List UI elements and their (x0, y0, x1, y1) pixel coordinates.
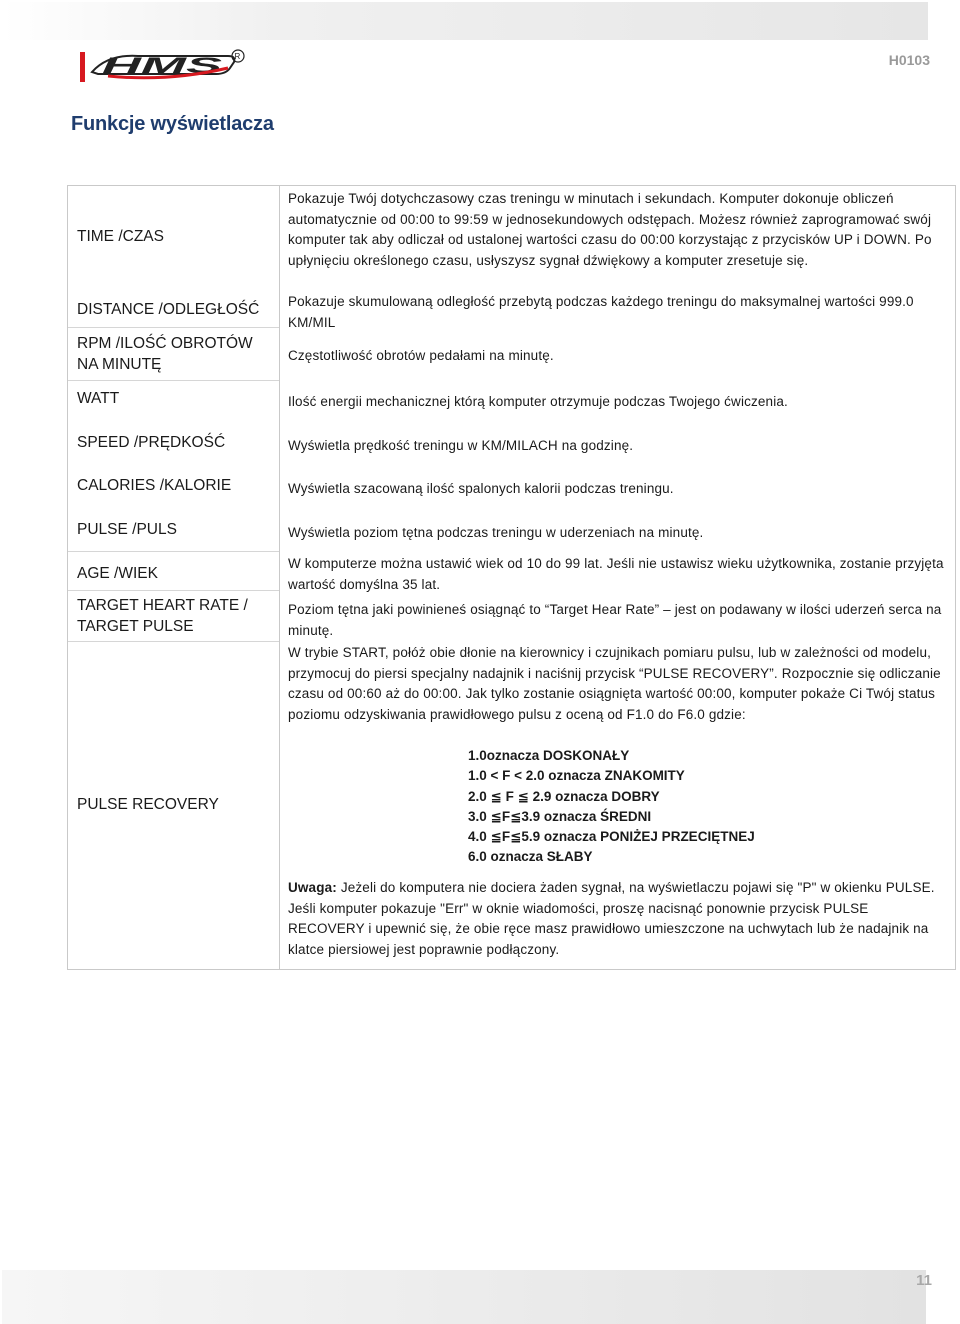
row-divider (68, 380, 279, 381)
label-pulse: PULSE /PULS (77, 521, 177, 538)
row-divider (68, 641, 279, 642)
desc-watt: Ilość energii mechanicznej którą komputer otrzymuje podczas Twojego ćwiczenia. (288, 394, 788, 409)
row-divider (68, 327, 279, 328)
scale-item: 4.0 ≦F≦5.9 oznacza PONIŻEJ PRZECIĘTNEJ (468, 829, 755, 845)
scale-item: 1.0 < F < 2.0 oznacza ZNAKOMITY (468, 768, 685, 784)
desc-target: Poziom tętna jaki powinieneś osiągnąć to “Target Hear Rate” – jest on podawany w ilości uderzeń serca na minutę. (288, 602, 942, 638)
desc-time: Pokazuje Twój dotychczasowy czas treningu w minutach i sekundach. Komputer dokonuje obliczeń automatycznie od 00:00 to 99:59 w jednosekundowych odstępach. Możesz również zaprogramować swój komputer tak aby odliczał od ustalonej wartości czasu do 00:00 korzystając z przycisków UP i DOWN. Po upłynięciu określonego czasu, usłyszysz sygnał dźwiękowy a komputer zresetuje się. (288, 191, 932, 268)
desc-distance: Pokazuje skumulowaną odległość przebytą podczas każdego treningu do maksymalnej wartości 999.0 KM/MIL (288, 294, 914, 330)
display-functions-table (67, 185, 956, 970)
scale-item: 6.0 oznacza SŁABY (468, 849, 593, 865)
note-label: Uwaga: (288, 880, 337, 895)
label-recovery: PULSE RECOVERY (77, 796, 219, 813)
svg-text:HMS: HMS (102, 53, 223, 78)
desc-recovery: W trybie START, połóż obie dłonie na kierownicy i czujnikach pomiaru pulsu, lub w zależności od modelu, przymocuj do piersi specjalny nadajnik i naciśnij przycisk “PULSE RECOVERY”. Rozpocznie się odliczanie czasu od 00:60 aż do 00:00. Jak tylko zostanie osiągnięta wartość 00:00, komputer pokaże Ci Twój status poziomu odzyskiwania prawidłowego pulsu z oceną od F1.0 do F6.0 gdzie: (288, 645, 941, 722)
row-divider (68, 590, 279, 591)
desc-pulse: Wyświetla poziom tętna podczas treningu w uderzeniach na minutę. (288, 525, 704, 540)
desc-rpm: Częstotliwość obrotów pedałami na minutę. (288, 348, 554, 363)
scale-item: 3.0 ≦F≦3.9 oznacza ŚREDNI (468, 808, 652, 824)
model-code: H0103 (888, 52, 930, 68)
column-divider (279, 186, 280, 969)
recovery-note (288, 878, 948, 960)
row-divider (68, 551, 279, 552)
label-distance: DISTANCE /ODLEGŁOŚĆ (77, 301, 260, 318)
label-target: TARGET HEART RATE / TARGET PULSE (77, 597, 248, 635)
hms-logo (78, 48, 248, 84)
label-watt: WATT (77, 390, 120, 407)
footer-bar (2, 1270, 926, 1324)
recovery-scale (468, 746, 768, 868)
scale-item: 1.0oznacza DOSKONAŁY (468, 748, 630, 763)
label-time: TIME /CZAS (77, 228, 164, 245)
label-speed: SPEED /PRĘDKOŚĆ (77, 434, 226, 451)
header-bar (2, 2, 928, 40)
desc-calories: Wyświetla szacowaną ilość spalonych kalorii podczas treningu. (288, 481, 674, 496)
svg-text:R: R (234, 52, 241, 61)
desc-age: W komputerze można ustawić wiek od 10 do 99 lat. Jeśli nie ustawisz wieku użytkownika, zostanie przyjęta wartość domyślna 35 lat. (288, 556, 944, 592)
desc-speed: Wyświetla prędkość treningu w KM/MILACH na godzinę. (288, 438, 634, 453)
page-number: 11 (916, 1272, 932, 1289)
scale-item: 2.0 ≦ F ≦ 2.9 oznacza DOBRY (468, 788, 660, 804)
note-text: Jeżeli do komputera nie dociera żaden sygnał, na wyświetlaczu pojawi się "P" w okienku PULSE. Jeśli komputer pokazuje "Err" w oknie wiadomości, proszę nacisnąć ponownie przycisk PULSE RECOVERY i upewnić się, że obie ręce masz prawidłowo umieszczone na uchwytach lub że nadajnik na klatce piersiowej jest poprawnie podłączony. (288, 880, 935, 957)
label-calories: CALORIES /KALORIE (77, 477, 232, 494)
label-age: AGE /WIEK (77, 565, 158, 582)
label-rpm: RPM /ILOŚĆ OBROTÓW NA MINUTĘ (77, 335, 253, 373)
page-title: Funkcje wyświetlacza (71, 113, 274, 135)
